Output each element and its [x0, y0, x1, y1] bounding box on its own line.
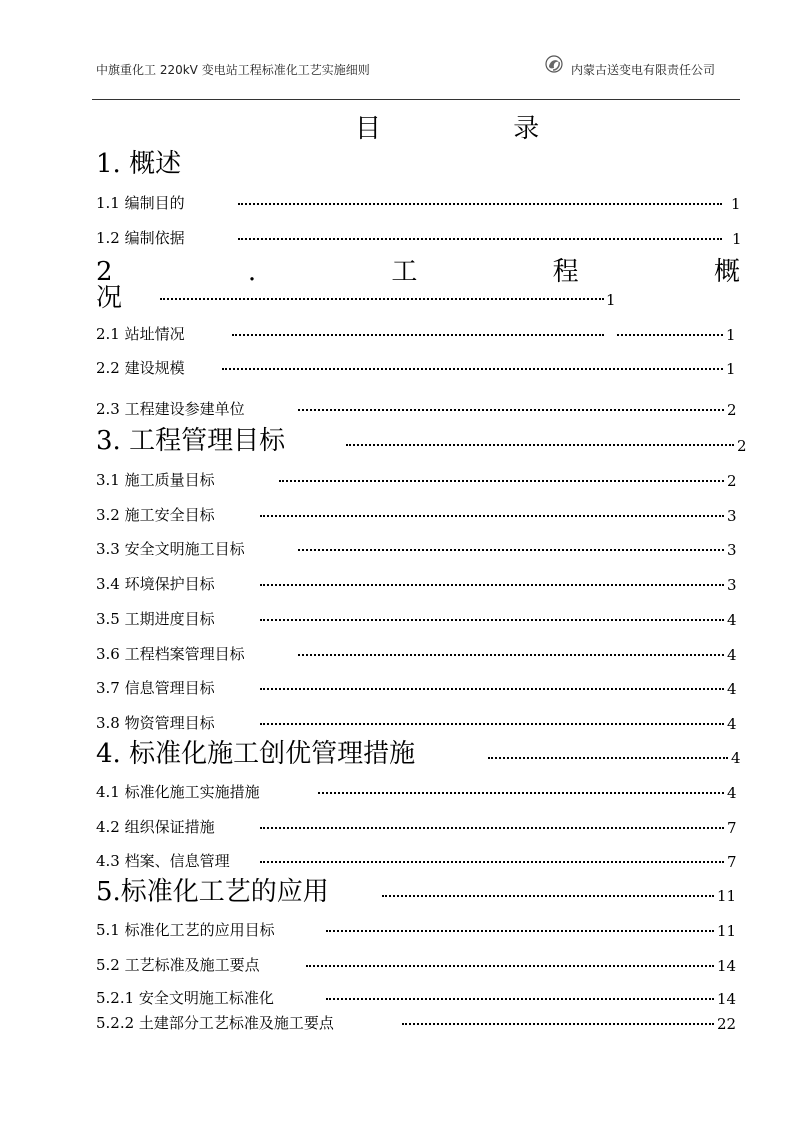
toc-leader — [298, 549, 724, 551]
toc-leader — [260, 619, 724, 621]
toc-page-number: 7 — [727, 819, 737, 837]
toc-leader — [488, 757, 728, 759]
toc-entry-5: 5.标准化工艺的应用 — [96, 877, 329, 907]
toc-entry-3-5: 3.5 工期进度目标 — [96, 610, 215, 628]
toc-page-number: 1 — [606, 291, 616, 309]
toc-entry-2-cont: 况 — [96, 283, 123, 313]
toc-entry-3-8: 3.8 物资管理目标 — [96, 714, 215, 732]
toc-page-number: 7 — [727, 853, 737, 871]
toc-leader — [232, 334, 604, 336]
toc-leader — [326, 930, 714, 932]
toc-leader — [238, 238, 722, 240]
toc-page-number: 3 — [727, 507, 737, 525]
toc-entry-5-2: 5.2 工艺标准及施工要点 — [96, 956, 260, 974]
swirl-logo-icon — [545, 55, 563, 73]
toc-leader — [260, 861, 724, 863]
toc-page-number: 2 — [727, 401, 737, 419]
toc-leader — [306, 965, 714, 967]
toc-page-number: 1 — [731, 195, 741, 213]
toc-entry-3-6: 3.6 工程档案管理目标 — [96, 645, 245, 663]
toc-leader — [260, 515, 724, 517]
toc-entry-2-char: 概 — [713, 257, 740, 287]
toc-entry-2-char: . — [247, 257, 257, 287]
toc-entry-5-1: 5.1 标准化工艺的应用目标 — [96, 921, 275, 939]
toc-page-number: 14 — [717, 957, 737, 975]
toc-leader — [260, 688, 724, 690]
toc-entry-3-2: 3.2 施工安全目标 — [96, 506, 215, 524]
toc-leader — [402, 1023, 714, 1025]
toc-leader — [279, 480, 724, 482]
page-title: 目 录 — [355, 114, 602, 144]
toc-page-number: 11 — [717, 887, 737, 905]
toc-leader — [346, 444, 734, 446]
toc-entry-3-7: 3.7 信息管理目标 — [96, 679, 215, 697]
toc-page-number: 2 — [737, 437, 747, 455]
toc-page-number: 4 — [727, 784, 737, 802]
toc-leader — [160, 298, 604, 300]
toc-entry-5-2-2: 5.2.2 土建部分工艺标准及施工要点 — [96, 1014, 334, 1032]
company-name: 内蒙古送变电有限责任公司 — [571, 63, 716, 77]
header-rule — [92, 99, 740, 100]
toc-page-number: 2 — [727, 472, 737, 490]
toc-page-number: 1 — [726, 326, 736, 344]
toc-page-number: 3 — [727, 576, 737, 594]
toc-page-number: 22 — [717, 1015, 737, 1033]
toc-leader — [382, 895, 714, 897]
toc-leader — [260, 584, 724, 586]
toc-entry-1-1: 1.1 编制目的 — [96, 194, 185, 212]
toc-entry-2-char: 程 — [552, 257, 579, 287]
toc-page-number: 1 — [726, 360, 736, 378]
toc-entry-4: 4. 标准化施工创优管理措施 — [96, 739, 416, 769]
toc-entry-3-3: 3.3 安全文明施工目标 — [96, 540, 245, 558]
toc-entry-3: 3. 工程管理目标 — [96, 426, 286, 456]
toc-page-number: 11 — [717, 922, 737, 940]
toc-leader — [318, 792, 724, 794]
toc-leader — [326, 998, 714, 1000]
toc-leader — [298, 409, 724, 411]
toc-entry-4-1: 4.1 标准化施工实施措施 — [96, 783, 260, 801]
toc-entry-2 — [96, 256, 740, 288]
toc-page-number: 3 — [727, 541, 737, 559]
toc-entry-5-2-1: 5.2.1 安全文明施工标准化 — [96, 989, 274, 1007]
toc-page-number: 1 — [732, 230, 742, 248]
toc-entry-3-1: 3.1 施工质量目标 — [96, 471, 215, 489]
toc-page-number: 4 — [727, 715, 737, 733]
toc-entry-2-2: 2.2 建设规模 — [96, 359, 185, 377]
toc-entry-3-4: 3.4 环境保护目标 — [96, 575, 215, 593]
toc-page-number: 4 — [727, 680, 737, 698]
toc-entry-4-2: 4.2 组织保证措施 — [96, 818, 215, 836]
toc-page-number: 4 — [727, 646, 737, 664]
toc-entry-2-char: 工 — [391, 257, 418, 287]
toc-leader — [222, 368, 723, 370]
toc-page-number: 14 — [717, 990, 737, 1008]
toc-entry-2-3: 2.3 工程建设参建单位 — [96, 400, 245, 418]
toc-entry-2-char: 2 — [96, 257, 113, 287]
toc-entry-4-3: 4.3 档案、信息管理 — [96, 852, 230, 870]
toc-entry-1: 1. 概述 — [96, 149, 182, 179]
toc-entry-2-1: 2.1 站址情况 — [96, 325, 185, 343]
toc-page-number: 4 — [727, 611, 737, 629]
toc-leader — [238, 203, 722, 205]
toc-leader — [260, 827, 724, 829]
toc-page-number: 4 — [731, 749, 741, 767]
toc-leader — [298, 654, 724, 656]
toc-entry-1-2: 1.2 编制依据 — [96, 229, 185, 247]
document-header-title: 中旗重化工 220kV 变电站工程标准化工艺实施细则 — [96, 63, 370, 77]
toc-leader — [260, 723, 724, 725]
toc-leader — [617, 334, 723, 336]
